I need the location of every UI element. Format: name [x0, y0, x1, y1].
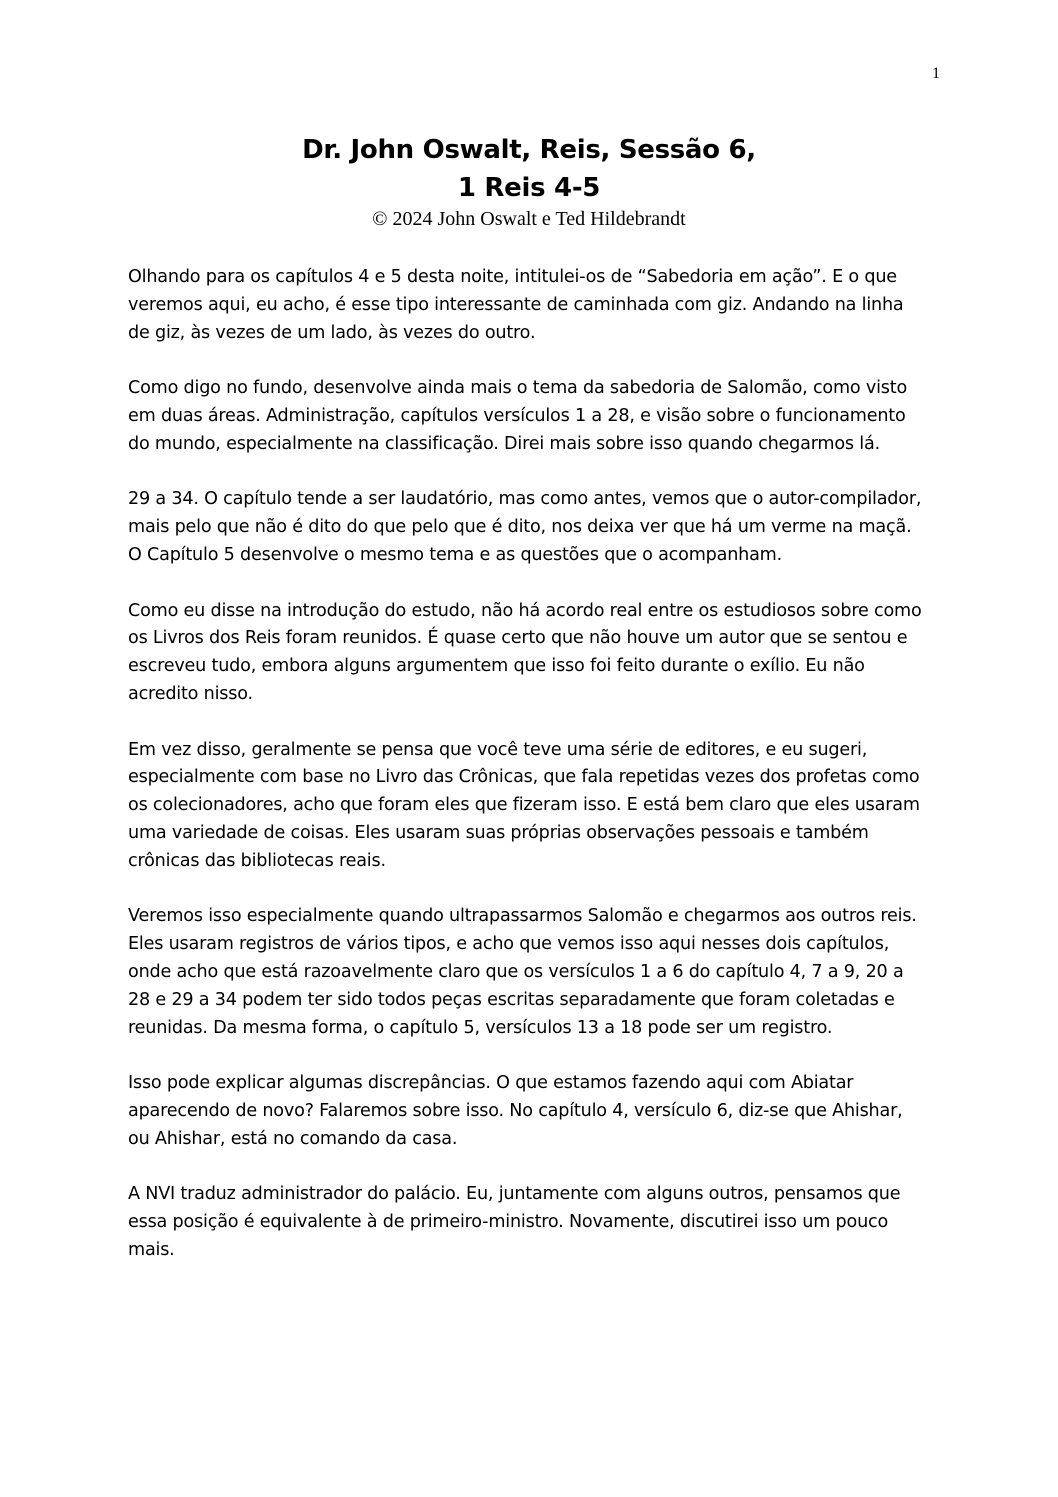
- paragraph: Como digo no fundo, desenvolve ainda mais o tema da sabedoria de Salomão, como visto em duas áreas. Administração, capítulos versículos 1 a 28, e visão sobre o funcionamento do mundo, especialmente na classificação. Direi mais sobre isso quando chegarmos lá.: [128, 378, 908, 454]
- title-block: [0, 131, 1058, 231]
- document-title-line-2: 1 Reis 4-5: [457, 173, 601, 203]
- document-body: [128, 264, 928, 1292]
- copyright-notice: © 2024 John Oswalt e Ted Hildebrandt: [372, 208, 686, 230]
- paragraph: Veremos isso especialmente quando ultrapassarmos Salomão e chegarmos aos outros reis. Eles usaram registros de vários tipos, e acho que vemos isso aqui nesses dois capítulos, onde acho que está razoavelmente claro que os versículos 1 a 6 do capítulo 4, 7 a 9, 20 a 28 e 29 a 34 podem ter sido todos peças escritas separadamente que foram coletadas e reunidas. Da mesma forma, o capítulo 5, versículos 13 a 18 pode ser um registro.: [128, 906, 917, 1038]
- paragraph: 29 a 34. O capítulo tende a ser laudatório, mas como antes, vemos que o autor-compilador, mais pelo que não é dito do que pelo que é dito, nos deixa ver que há um verme na maçã. O Capítulo 5 desenvolve o mesmo tema e as questões que o acompanham.: [128, 489, 922, 565]
- paragraph: Em vez disso, geralmente se pensa que você teve uma série de editores, e eu sugeri, especialmente com base no Livro das Crônicas, que fala repetidas vezes dos profetas como os colecionadores, acho que foram eles que fizeram isso. E está bem claro que eles usaram uma variedade de coisas. Eles usaram suas próprias observações pessoais e também crônicas das bibliotecas reais.: [128, 739, 920, 871]
- paragraph: Como eu disse na introdução do estudo, não há acordo real entre os estudiosos sobre como os Livros dos Reis foram reunidos. É quase certo que não houve um autor que se sentou e escreveu tudo, embora alguns argumentem que isso foi feito durante o exílio. Eu não acredito nisso.: [128, 600, 922, 704]
- document-title-line-1: Dr. John Oswalt, Reis, Sessão 6,: [302, 135, 756, 165]
- paragraph: A NVI traduz administrador do palácio. Eu, juntamente com alguns outros, pensamos que essa posição é equivalente à de primeiro-ministro. Novamente, discutirei isso um pouco mais.: [128, 1184, 901, 1260]
- paragraph: Olhando para os capítulos 4 e 5 desta noite, intitulei-os de “Sabedoria em ação”. E o que veremos aqui, eu acho, é esse tipo interessante de caminhada com giz. Andando na linha de giz, às vezes de um lado, às vezes do outro.: [128, 267, 904, 343]
- page-number: 1: [932, 65, 940, 82]
- paragraph: Isso pode explicar algumas discrepâncias. O que estamos fazendo aqui com Abiatar aparecendo de novo? Falaremos sobre isso. No capítulo 4, versículo 6, diz-se que Ahishar, ou Ahishar, está no comando da casa.: [128, 1073, 903, 1149]
